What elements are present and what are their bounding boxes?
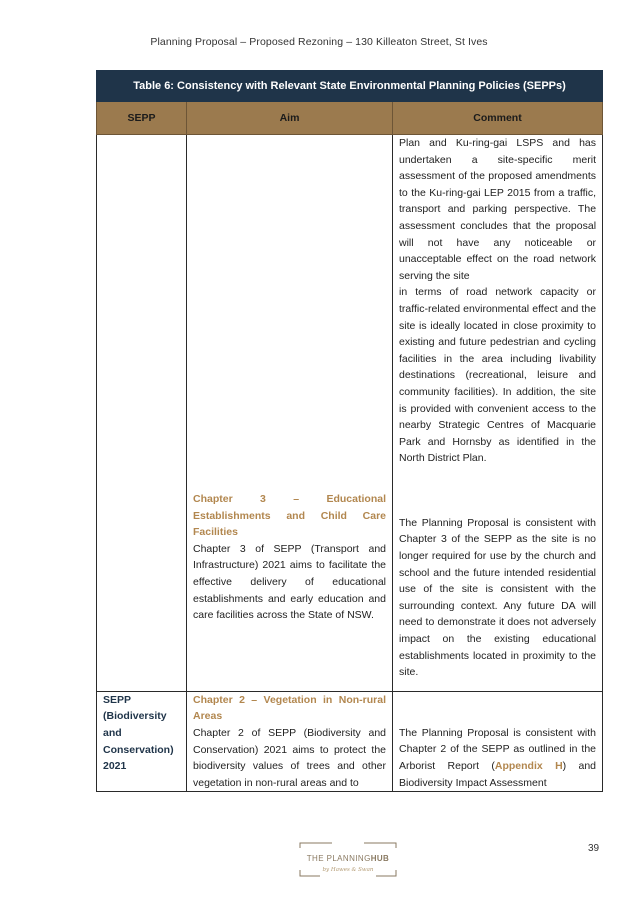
appendix-reference: Appendix H [494, 760, 563, 772]
comment-cell [393, 691, 603, 792]
comment-text: The Planning Proposal is consistent with Chapter 2 of the SEPP as outlined in the Arborist Report ( [399, 726, 597, 772]
logo-tagline: by Hawes & Swan [322, 867, 374, 873]
comment-text: Plan and Ku-ring-gai LSPS and has undertaken a site-specific merit assessment of the proposed amendments to the Ku-ring-gai LEP 2015 from a traffic, transport and parking perspective. The assessment concludes that the proposal will not have any noticeable or unacceptable effect on the road network serving the site [399, 137, 597, 282]
sepp-consistency-table [96, 70, 603, 792]
aim-heading: Chapter 3 – Educational Establishments and Child Care Facilities [193, 493, 386, 539]
comment-cell [393, 135, 603, 692]
sepp-name: SEPP (Biodiversity and Conservation) 2021 [103, 693, 174, 773]
sepp-cell-empty [97, 135, 187, 692]
aim-cell [187, 135, 393, 692]
planning-hub-logo [296, 842, 400, 878]
comment-text-end: ) and Biodiversity Impact Assessment [399, 760, 597, 789]
comment-text-chapter3: The Planning Proposal is consistent with Chapter 3 of the SEPP as the site is no longer required for use by the church and school and the future intended residential use of the site is consistent with the surrounding context. Any future DA will need to demonstrate it does not adversely impact on the existing educational establishments located in proximity to the site. [399, 516, 597, 679]
page-header: Planning Proposal – Proposed Rezoning – 130 Killeaton Street, St Ives [150, 36, 488, 48]
column-header-aim: Aim [187, 102, 393, 135]
table-title: Table 6: Consistency with Relevant State Environmental Planning Policies (SEPPs) [97, 71, 603, 102]
logo-wordmark: THE PLANNINGHUB [306, 854, 390, 863]
table-row [97, 135, 603, 692]
table-row [97, 691, 603, 792]
column-header-comment: Comment [393, 102, 603, 135]
sepp-cell [97, 691, 187, 792]
aim-text: Chapter 3 of SEPP (Transport and Infrastructure) 2021 aims to facilitate the effective delivery of educational establishments and early education and care facilities across the State of NSW. [193, 542, 386, 622]
comment-text-continued: in terms of road network capacity or traffic-related environmental effect and the site is ideally located in close proximity to existing and future pedestrian and cycling facilities in the area including livability destinations (recreational, leisure and community facilities). In addition, the site is provided with convenient access to the nearby Strategic Centres of Macquarie Park and Hornsby as identified in the North District Plan. [399, 286, 597, 465]
aim-cell [187, 691, 393, 792]
page-number: 39 [588, 843, 600, 854]
aim-text: Chapter 2 of SEPP (Biodiversity and Conservation) 2021 aims to protect the biodiversity values of trees and other vegetation in non-rural areas and to [193, 727, 386, 789]
column-header-sepp: SEPP [97, 102, 187, 135]
aim-heading: Chapter 2 – Vegetation in Non-rural Areas [193, 693, 386, 723]
